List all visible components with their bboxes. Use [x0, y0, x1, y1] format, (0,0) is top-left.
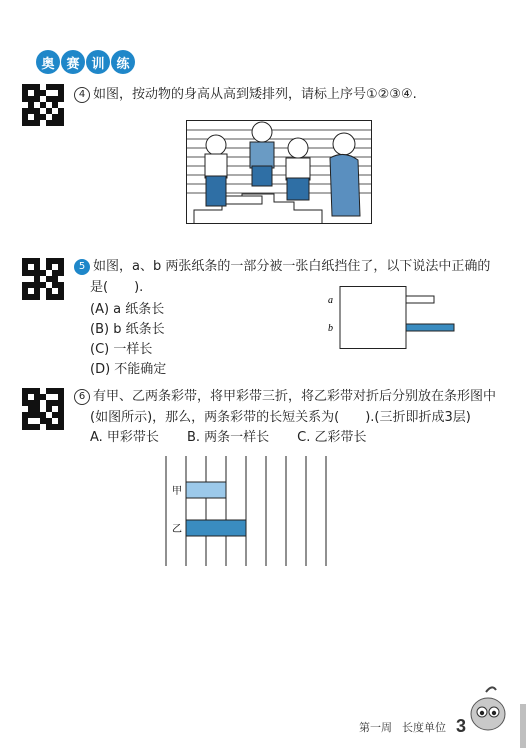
option-c[interactable]: C. 乙彩带长	[297, 430, 367, 445]
strip-b-label: b	[328, 323, 333, 334]
strip-a-label: a	[328, 295, 333, 306]
section-title-char: 奥	[36, 50, 60, 74]
question-4-text: 如图，按动物的身高从高到矮排列，请标上序号①②③④.	[93, 87, 417, 102]
page-number: 3	[455, 716, 466, 736]
ribbon-jia-bar	[186, 482, 226, 498]
question-6-text-line2: (如图所示)，那么，两条彩带的长短关系为( ).(三折即折成3层)	[90, 410, 471, 425]
qr-code-q5[interactable]	[22, 258, 64, 300]
section-title	[36, 50, 135, 74]
question-number: 6	[74, 389, 90, 405]
ribbon-yi-label: 乙	[172, 524, 182, 535]
option-a[interactable]: (A) a 纸条长	[90, 302, 165, 317]
section-title-char: 练	[111, 50, 135, 74]
question-number: 4	[74, 87, 90, 103]
question-6-options	[90, 428, 366, 448]
question-6	[74, 386, 504, 428]
strip-b	[406, 324, 454, 331]
question-5-text-line2: 是( ).	[90, 280, 144, 295]
animals-height-figure	[186, 120, 372, 224]
question-number: 5	[74, 259, 90, 275]
question-6-text-line1: 有甲、乙两条彩带，将甲彩带三折，将乙彩带对折后分别放在条形图中	[93, 389, 497, 404]
option-c[interactable]: (C) 一样长	[90, 342, 153, 357]
section-title-char: 赛	[61, 50, 85, 74]
option-d[interactable]: (D) 不能确定	[90, 362, 167, 377]
qr-code-q4[interactable]	[22, 84, 64, 126]
white-paper-cover	[340, 287, 406, 349]
option-b[interactable]: B. 两条一样长	[186, 430, 270, 445]
question-5-options	[90, 300, 166, 380]
mascot-icon	[466, 684, 510, 736]
pig-figure	[205, 135, 227, 206]
question-5-text-line1: 如图，a、b 两张纸条的一部分被一张白纸挡住了，以下说法中正确的	[93, 259, 491, 274]
paper-strips-figure	[320, 286, 460, 350]
bear-figure	[286, 138, 310, 200]
option-a[interactable]: A. 甲彩带长	[90, 430, 159, 445]
page-footer	[359, 716, 466, 737]
section-title-char: 训	[86, 50, 110, 74]
option-b[interactable]: (B) b 纸条长	[90, 322, 165, 337]
vertical-grid-lines	[166, 456, 326, 566]
footer-unit: 长度单位	[401, 720, 446, 734]
ribbon-jia-label: 甲	[172, 486, 182, 497]
footer-chapter: 第一周	[358, 720, 392, 734]
page-side-tab	[520, 704, 526, 748]
monkey-figure	[250, 122, 274, 186]
ribbon-yi-bar	[186, 520, 246, 536]
ribbon-bar-figure	[160, 456, 360, 568]
strip-a	[406, 296, 434, 303]
question-4	[74, 84, 417, 105]
qr-code-q6[interactable]	[22, 388, 64, 430]
